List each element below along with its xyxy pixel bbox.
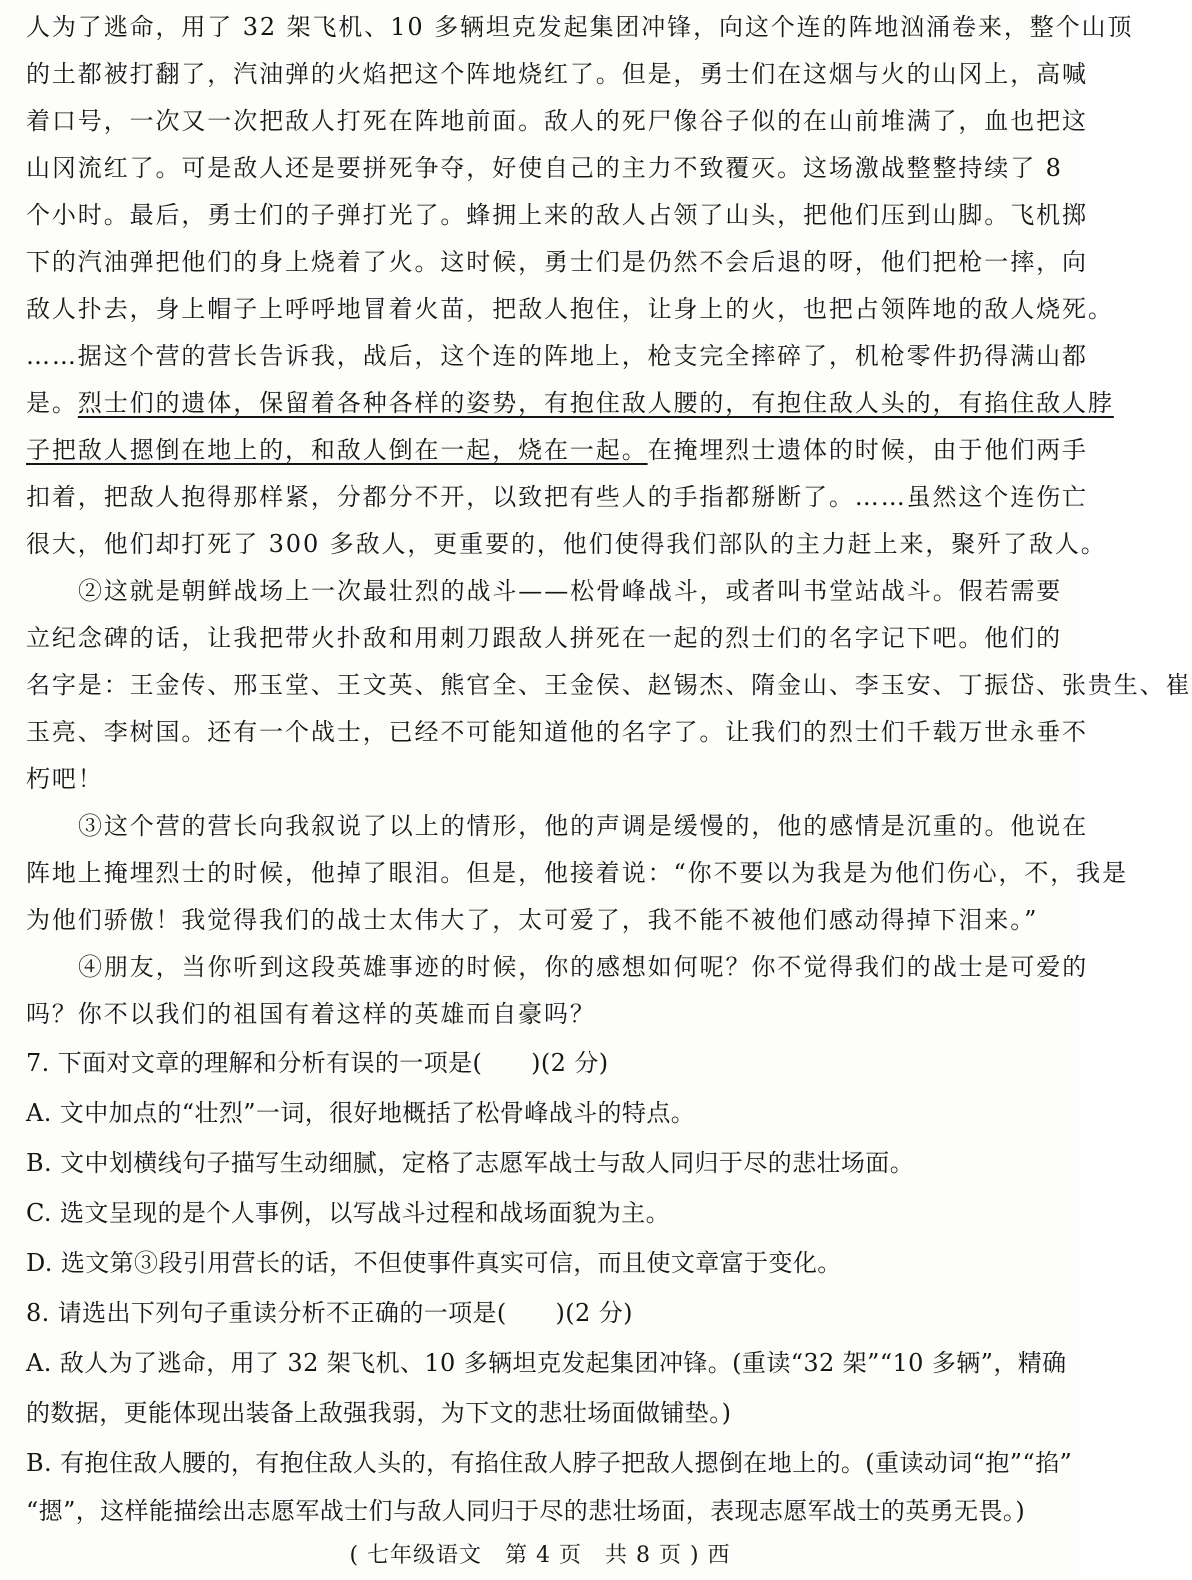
passage-line: 玉亮、李树国。还有一个战士，已经不可能知道他的名字了。让我们的烈士们千载万世永垂不 [26,718,1088,746]
underlined-sentence: 子把敌人摁倒在地上的，和敌人倒在一起，烧在一起。 [26,436,648,464]
passage-line: 吗？你不以我们的祖国有着这样的英雄而自豪吗？ [26,1000,596,1028]
passage-line: 着口号，一次又一次把敌人打死在阵地前面。敌人的死尸像谷子似的在山前堆满了，血也把这 [26,107,1088,135]
question-8-option-a-cont: 的数据，更能体现出装备上敌强我弱，为下文的悲壮场面做铺垫。) [26,1399,732,1427]
passage-line: 下的汽油弹把他们的身上烧着了火。这时候，勇士们是仍然不会后退的呀，他们把枪一摔，向 [26,248,1088,276]
underlined-sentence: 烈士们的遗体，保留着各种各样的姿势，有抱住敌人腰的，有抱住敌人头的，有掐住敌人脖 [77,389,1114,417]
paragraph-4-start: ④朋友，当你听到这段英雄事迹的时候，你的感想如何呢？你不觉得我们的战士是可爱的 [78,953,1089,981]
page-footer: ( 七年级语文 第 4 页 共 8 页 ) 西 [349,1543,731,1568]
passage-line [26,427,1088,473]
passage-line: 山冈流红了。可是敌人还是要拼死争夺，好使自己的主力不致覆灭。这场激战整整持续了 8 [26,154,1063,182]
passage-text: 是。 [26,389,78,417]
passage-line: 名字是：王金传、邢玉堂、王文英、熊官全、王金侯、赵锡杰、隋金山、李玉安、丁振岱、张贵生、崔 [26,671,1192,699]
question-8-option-a: A. 敌人为了逃命，用了 32 架飞机、10 多辆坦克发起集团冲锋。(重读“32 架”“10 多辆”，精确 [26,1349,1067,1377]
question-7-option-b: B. 文中划横线句子描写生动细腻，定格了志愿军战士与敌人同归于尽的悲壮场面。 [26,1149,915,1177]
passage-line: 的土都被打翻了，汽油弹的火焰把这个阵地烧红了。但是，勇士们在这烟与火的山冈上，高喊 [26,60,1088,88]
question-7-option-c: C. 选文呈现的是个人事例，以写战斗过程和战场面貌为主。 [26,1199,670,1227]
passage-line: 朽吧！ [26,765,104,793]
passage-text: 在掩埋烈士遗体的时候，由于他们两手 [647,436,1088,464]
question-8-option-b-cont: “摁”，这样能描绘出志愿军战士们与敌人同归于尽的悲壮场面，表现志愿军战士的英勇无畏。) [26,1497,1026,1525]
passage-line: 人为了逃命，用了 32 架飞机、10 多辆坦克发起集团冲锋，向这个连的阵地汹涌卷来，整个山顶 [26,13,1134,41]
passage-line: 敌人扑去，身上帽子上呼呼地冒着火苗，把敌人抱住，让身上的火，也把占领阵地的敌人烧死。 [26,295,1114,323]
passage-line: 个小时。最后，勇士们的子弹打光了。蜂拥上来的敌人占领了山头，把他们压到山脚。飞机掷 [26,201,1088,229]
passage-line: 阵地上掩埋烈士的时候，他掉了眼泪。但是，他接着说：“你不要以为我是为他们伤心，不，我是 [26,859,1128,887]
question-7-option-d: D. 选文第③段引用营长的话，不但使事件真实可信，而且使文章富于变化。 [26,1249,842,1277]
passage-line: ……据这个营的营长告诉我，战后，这个连的阵地上，枪支完全摔碎了，机枪零件扔得满山都 [26,342,1088,370]
question-7-option-a: A. 文中加点的“壮烈”一词，很好地概括了松骨峰战斗的特点。 [26,1099,696,1127]
question-8-option-b: B. 有抱住敌人腰的，有抱住敌人头的，有掐住敌人脖子把敌人摁倒在地上的。(重读动词“抱”“掐” [26,1449,1073,1477]
paragraph-3-start: ③这个营的营长向我叙说了以上的情形，他的声调是缓慢的，他的感情是沉重的。他说在 [78,812,1089,840]
question-7-stem: 7. 下面对文章的理解和分析有误的一项是( )(2 分) [26,1049,609,1077]
passage-line: 扣着，把敌人抱得那样紧，分都分不开，以致把有些人的手指都掰断了。……虽然这个连伤亡 [26,483,1088,511]
passage-line [26,380,1114,426]
passage-line: 很大，他们却打死了 300 多敌人，更重要的，他们使得我们部队的主力赶上来，聚歼了敌人。 [26,530,1107,558]
passage-line: 为他们骄傲！我觉得我们的战士太伟大了，太可爱了，我不能不被他们感动得掉下泪来。” [26,906,1039,934]
question-8-stem: 8. 请选出下列句子重读分析不正确的一项是( )(2 分) [26,1299,633,1327]
paragraph-2-start: ②这就是朝鲜战场上一次最壮烈的战斗——松骨峰战斗，或者叫书堂站战斗。假若需要 [78,577,1063,605]
passage-line: 立纪念碑的话，让我把带火扑敌和用刺刀跟敌人拼死在一起的烈士们的名字记下吧。他们的 [26,624,1062,652]
